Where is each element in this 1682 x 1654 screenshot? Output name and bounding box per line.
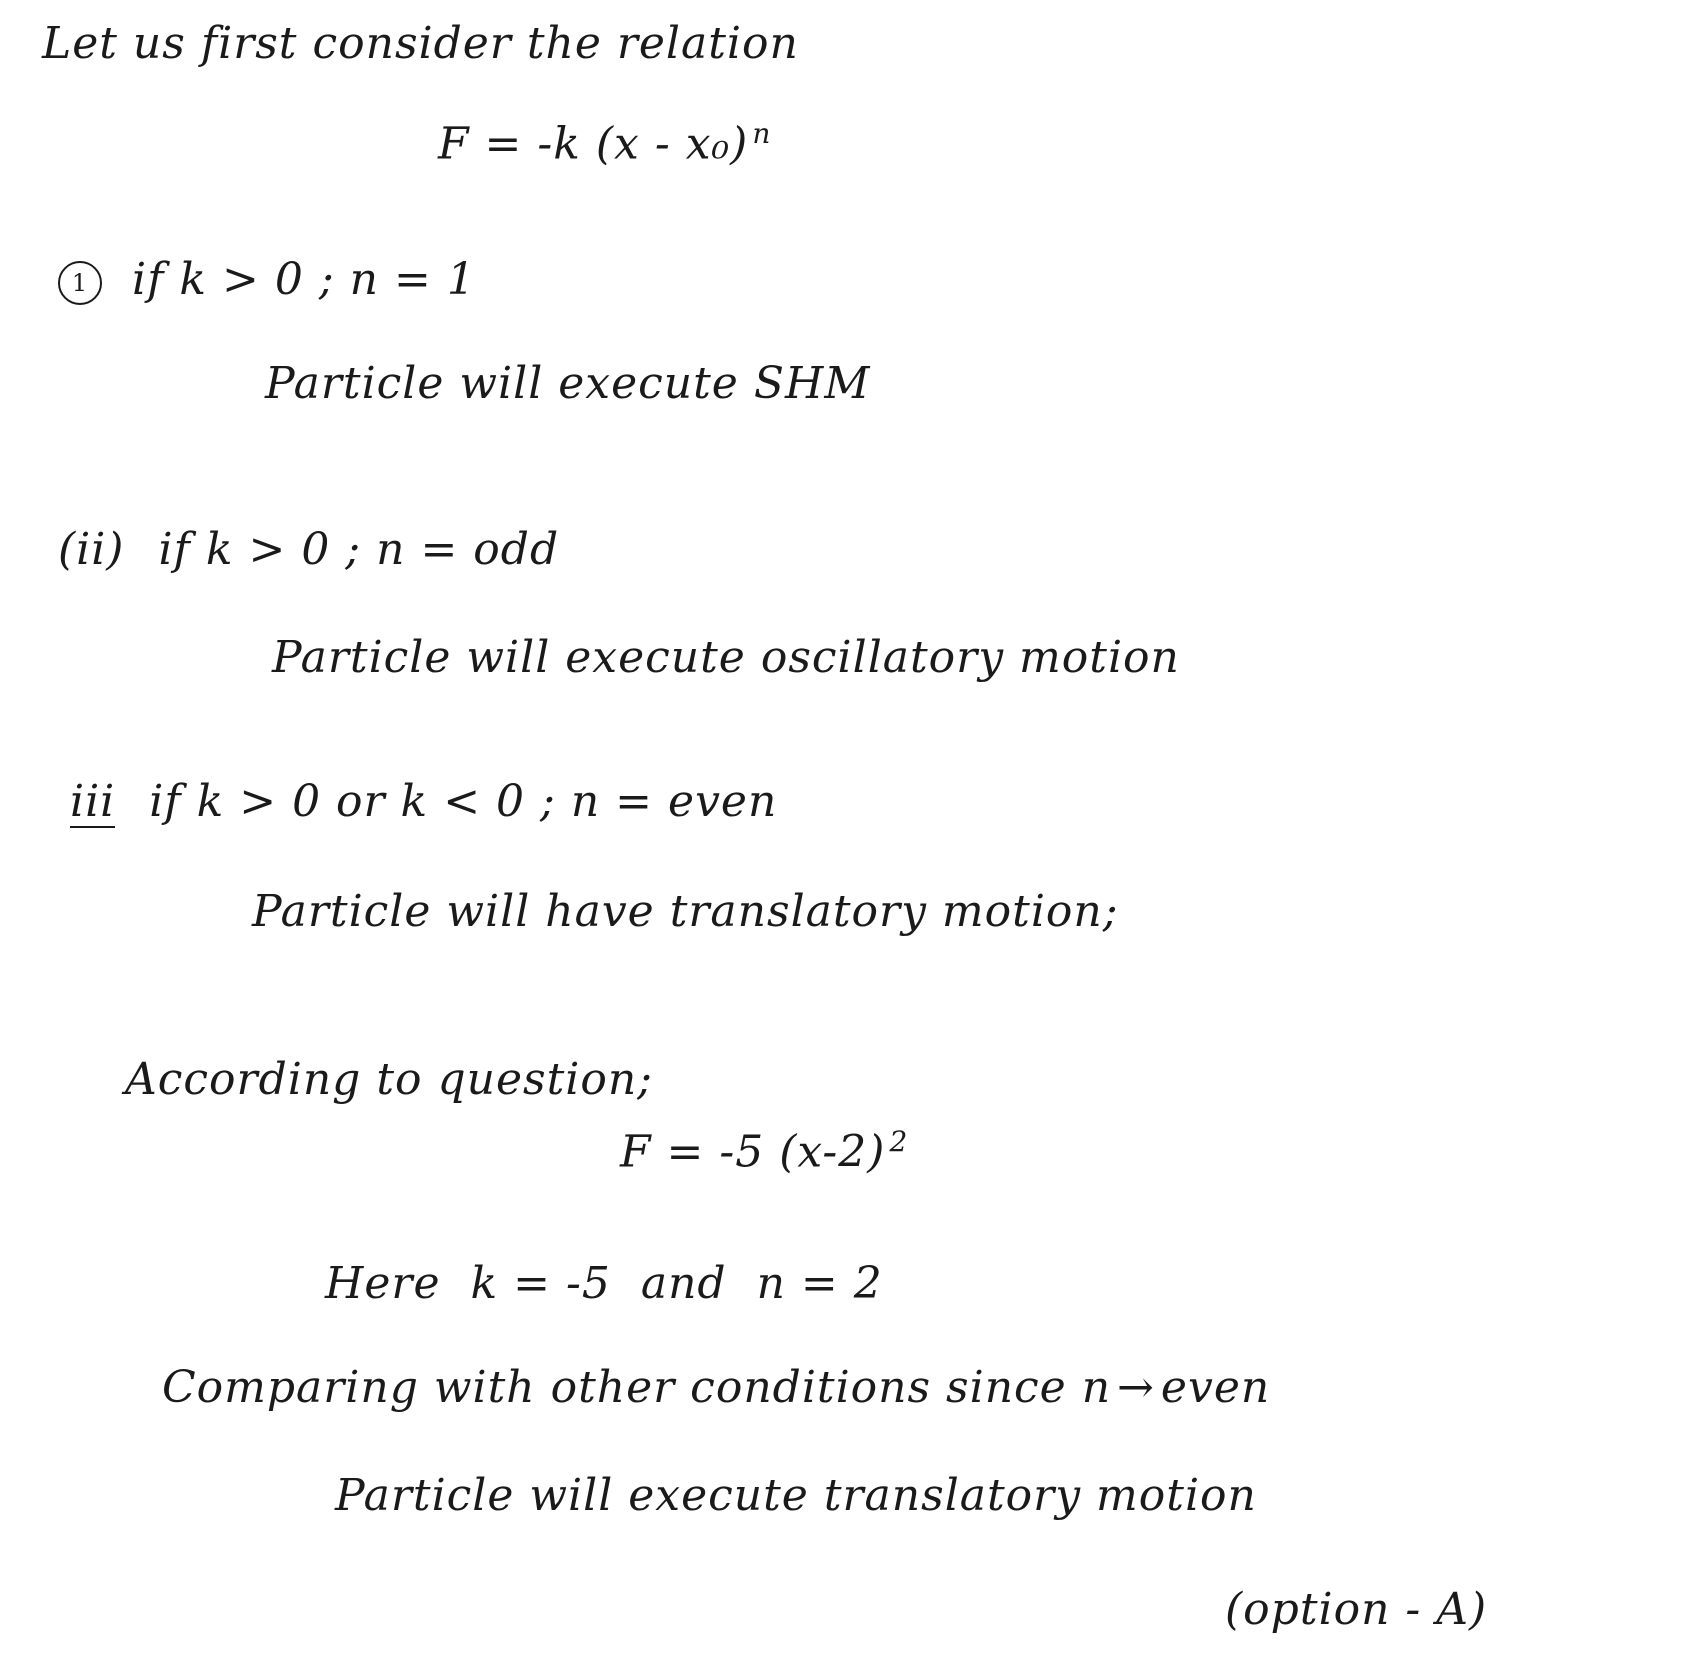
question-intro: According to question;	[125, 1054, 653, 1105]
case-1-condition	[58, 254, 476, 305]
general-formula-exponent: n	[752, 117, 772, 150]
intro-line: Let us first consider the relation	[42, 18, 799, 69]
conclusion-line: Particle will execute translatory motion	[335, 1470, 1257, 1521]
comparison-line	[162, 1362, 1271, 1413]
question-formula-base: F = -5 (x-2)	[620, 1126, 886, 1178]
values-line	[325, 1258, 883, 1309]
case-3-result: Particle will have translatory motion;	[252, 886, 1119, 937]
case-2-result: Particle will execute oscillatory motion	[272, 632, 1180, 683]
case-2-condition	[58, 524, 560, 575]
right-arrow-icon: →	[1117, 1362, 1155, 1413]
general-formula-base: F = -k (x - x₀)	[438, 118, 749, 170]
case-3-marker: iii	[70, 776, 116, 827]
comparison-text: Comparing with other conditions since n	[162, 1362, 1112, 1413]
case-2-marker: (ii)	[58, 524, 125, 575]
k-value: k = -5	[470, 1258, 611, 1309]
case-1-result: Particle will execute SHM	[265, 358, 871, 409]
values-prefix: Here	[325, 1258, 441, 1309]
case-1-condition-text: if k > 0 ; n = 1	[132, 254, 476, 305]
question-formula-exponent: 2	[889, 1125, 909, 1158]
n-value: n = 2	[756, 1258, 883, 1309]
case-1-marker: 1	[58, 261, 102, 305]
case-3-condition-text: if k > 0 or k < 0 ; n = even	[149, 776, 778, 827]
general-formula	[438, 117, 772, 170]
case-3-condition	[70, 776, 778, 828]
answer-line: (option - A)	[1225, 1584, 1488, 1635]
question-formula	[620, 1125, 909, 1178]
values-joiner: and	[640, 1258, 727, 1309]
comparison-end: even	[1160, 1362, 1271, 1413]
case-2-condition-text: if k > 0 ; n = odd	[158, 524, 560, 575]
